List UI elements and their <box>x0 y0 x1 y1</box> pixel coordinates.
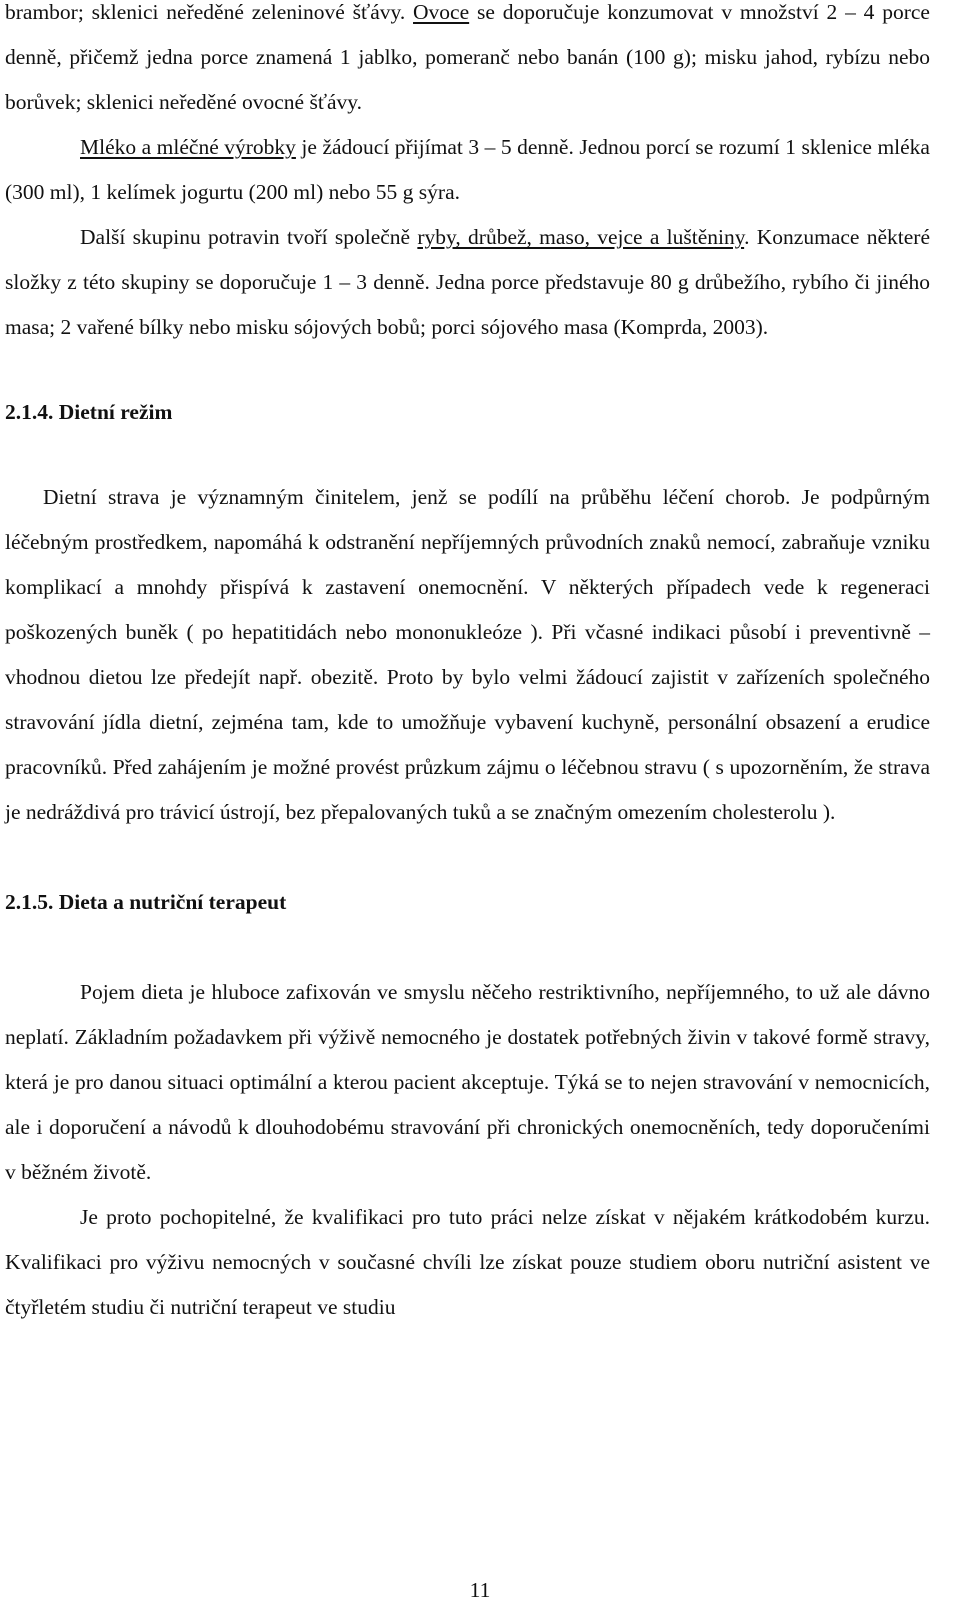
paragraph-milk: Mléko a mléčné výrobky je žádoucí přijímat 3 – 5 denně. Jednou porcí se rozumí 1 sklenice mléka (300 ml), 1 kelímek jogurtu (200 ml) nebo 55 g sýra. <box>5 135 930 204</box>
paragraph-fruit: brambor; sklenici neředěné zeleninové šťávy. Ovoce se doporučuje konzumovat v množství 2 – 4 porce denně, přičemž jedna porce znamená 1 jablko, pomeranč nebo banán (100 g); misku jahod, rybízu nebo borůvek; sklenici neředěné ovocné šťávy. <box>5 0 930 114</box>
paragraph-diet-term: Pojem dieta je hluboce zafixován ve smyslu něčeho restriktivního, nepříjemného, to už ale dávno neplatí. Základním požadavkem při výživě nemocného je dostatek potřebných živin v takové formě stravy, která je pro danou situaci optimální a kterou pacient akceptuje. Týká se to nejen stravování v nemocnicích, ale i doporučení a návodů k dlouhodobému stravování při chronických onemocněních, tedy doporučeními v běžném životě. <box>5 980 930 1184</box>
paragraph-protein: Další skupinu potravin tvoří společně ryby, drůbež, maso, vejce a luštěniny. Konzumace některé složky z této skupiny se doporučuje 1 – 3 denně. Jedna porce představuje 80 g drůbežího, rybího či jiného masa; 2 vařené bílky nebo misku sójových bobů; porci sójového masa (Komprda, 2003). <box>5 225 930 339</box>
section-heading-2-1-5: 2.1.5. Dieta a nutriční terapeut <box>5 890 287 914</box>
term-ovoce: Ovoce <box>413 0 470 24</box>
page-number: 11 <box>469 1578 491 1602</box>
paragraph-qualification: Je proto pochopitelné, že kvalifikaci pro tuto práci nelze získat v nějakém krátkodobém kurzu. Kvalifikaci pro výživu nemocných v současné chvíli lze získat pouze studiem oboru nutriční asistent ve čtyřletém studiu či nutriční terapeut ve studiu <box>5 1205 930 1319</box>
term-milk: Mléko a mléčné výrobky <box>80 135 296 159</box>
term-protein-group: ryby, drůbež, maso, vejce a luštěniny <box>417 225 745 249</box>
section-heading-2-1-4: 2.1.4. Dietní režim <box>5 400 173 424</box>
document-page <box>5 0 930 1330</box>
paragraph-diet-regime: Dietní strava je významným činitelem, jenž se podílí na průběhu léčení chorob. Je podpůrným léčebným prostředkem, napomáhá k odstranění nepříjemných průvodních znaků nemocí, zabraňuje vzniku komplikací a mnohdy přispívá k zastavení onemocnění. V některých případech vede k regeneraci poškozených buněk ( po hepatitidách nebo mononukleóze ). Při včasné indikaci působí i preventivně – vhodnou dietou lze předejít např. obezitě. Proto by bylo velmi žádoucí zajistit v zařízeních společného stravování jídla dietní, zejména tam, kde to umožňuje vybavení kuchyně, personální obsazení a erudice pracovníků. Před zahájením je možné provést průzkum zájmu o léčebnou stravu ( s upozorněním, že strava je nedráždivá pro trávicí ústrojí, bez přepalovaných tuků a se značným omezením cholesterolu ). <box>5 485 930 824</box>
